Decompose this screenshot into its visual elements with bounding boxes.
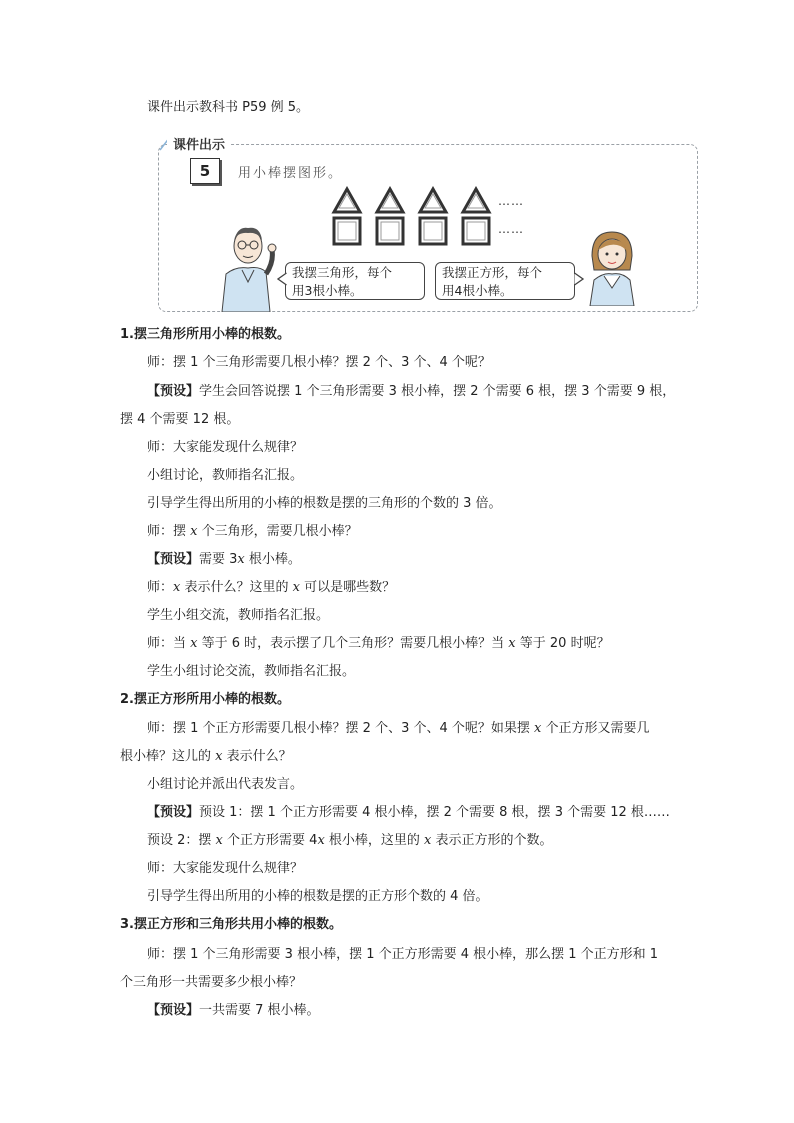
example-number-badge: 5 xyxy=(190,158,220,184)
text-part: 等于 20 时呢？ xyxy=(515,636,610,651)
variable-x: x xyxy=(173,580,181,595)
text-part: 个三角形，需要几根小棒？ xyxy=(197,524,358,539)
section1-heading: 1.摆三角形所用小棒的根数。 xyxy=(120,327,290,342)
text-part: 预设 1：摆 1 个正方形需要 4 根小棒，摆 2 个需要 8 根，摆 3 个需要 12 根…… xyxy=(199,805,670,820)
section1-question4 xyxy=(147,578,717,598)
variable-x: x xyxy=(424,833,432,848)
speech-bubble-student xyxy=(435,262,575,300)
speech-bubble-teacher xyxy=(285,262,425,300)
bubble-teacher-tail xyxy=(277,272,287,286)
variable-x: x xyxy=(237,552,245,567)
intro-line: 课件出示教科书 P59 例 5。 xyxy=(147,100,310,115)
preset-tag: 【预设】 xyxy=(147,805,200,820)
bubble-teacher-line2: 用3根小棒。 xyxy=(292,283,363,298)
variable-x: x xyxy=(508,636,516,651)
section1-step2: 引导学生得出所用的小棒的根数是摆的三角形的个数的 3 倍。 xyxy=(147,496,502,511)
stick-houses-illustration xyxy=(330,186,500,248)
section1-question1: 师：摆 1 个三角形需要几根小棒？摆 2 个、3 个、4 个呢？ xyxy=(147,355,491,370)
text-part: 表示正方形的个数。 xyxy=(431,833,553,848)
text-part: 师：当 xyxy=(147,636,191,651)
section1-step1: 小组讨论，教师指名汇报。 xyxy=(147,468,304,483)
text-part: 师：摆 xyxy=(147,524,191,539)
variable-x: x xyxy=(190,636,198,651)
variable-x: x xyxy=(215,833,223,848)
section3-question1-line1: 师：摆 1 个三角形需要 3 根小棒，摆 1 个正方形需要 4 根小棒，那么摆 1 个正方形和 1 xyxy=(147,947,659,962)
preset-text: 学生会回答说摆 1 个三角形需要 3 根小棒，摆 2 个需要 6 根，摆 3 个需要 9 根， xyxy=(199,384,676,399)
section3-heading: 3.摆正方形和三角形共用小棒的根数。 xyxy=(120,917,342,932)
variable-x: x xyxy=(292,580,300,595)
bubble-student-tail xyxy=(574,272,584,286)
section2-question1-line1 xyxy=(147,719,717,739)
text-part: 根小棒，这里的 xyxy=(324,833,425,848)
text-part: 表示什么？这里的 xyxy=(180,580,293,595)
example-title: 用小棒摆图形。 xyxy=(238,166,344,181)
section1-preset2 xyxy=(147,550,717,570)
text-part: 需要 3 xyxy=(199,552,238,567)
section1-step3: 学生小组交流，教师指名汇报。 xyxy=(147,608,330,623)
text-part: 可以是哪些数？ xyxy=(299,580,396,595)
text-part: 预设 2：摆 xyxy=(147,833,216,848)
variable-x: x xyxy=(317,833,325,848)
bubble-student-line2: 用4根小棒。 xyxy=(442,283,513,298)
section2-question1-line2 xyxy=(120,747,690,767)
text-part: 根小棒。 xyxy=(244,552,301,567)
section1-preset1-line1 xyxy=(147,382,717,402)
section1-step4: 学生小组讨论交流，教师指名汇报。 xyxy=(147,664,356,679)
text-part: 一共需要 7 根小棒。 xyxy=(199,1003,320,1018)
text-part: 个正方形又需要几 xyxy=(541,721,650,736)
section2-step2: 引导学生得出所用的小棒的根数是摆的正方形个数的 4 倍。 xyxy=(147,889,489,904)
dots-bottom: …… xyxy=(498,222,524,236)
bubble-student-line1: 我摆正方形，每个 xyxy=(442,265,543,280)
section2-preset1 xyxy=(147,803,717,823)
text-part: 表示什么？ xyxy=(222,749,292,764)
section1-question5 xyxy=(147,634,717,654)
student-illustration xyxy=(584,226,640,306)
text-part: 等于 6 时，表示摆了几个三角形？需要几根小棒？当 xyxy=(197,636,509,651)
figure-header: 课件出示 xyxy=(167,134,231,153)
section2-step1: 小组讨论并派出代表发言。 xyxy=(147,777,304,792)
variable-x: x xyxy=(534,721,542,736)
preset-tag: 【预设】 xyxy=(147,384,200,399)
preset-tag: 【预设】 xyxy=(147,1003,200,1018)
text-part: 个正方形需要 4 xyxy=(222,833,318,848)
bubble-teacher-line1: 我摆三角形，每个 xyxy=(292,265,393,280)
section3-question1-line2: 个三角形一共需要多少根小棒？ xyxy=(120,975,303,990)
section2-heading: 2.摆正方形所用小棒的根数。 xyxy=(120,692,290,707)
text-part: 师： xyxy=(147,580,174,595)
text-part: 根小棒？这儿的 xyxy=(120,749,216,764)
teacher-illustration xyxy=(214,222,284,312)
section2-question2: 师：大家能发现什么规律？ xyxy=(147,861,304,876)
preset-tag: 【预设】 xyxy=(147,552,200,567)
variable-x: x xyxy=(215,749,223,764)
section2-preset2 xyxy=(147,831,717,851)
section1-question3 xyxy=(147,522,717,542)
section1-preset1-line2: 摆 4 个需要 12 根。 xyxy=(120,412,240,427)
section1-question2: 师：大家能发现什么规律？ xyxy=(147,440,304,455)
section3-preset1 xyxy=(147,1001,717,1021)
dots-top: …… xyxy=(498,194,524,208)
text-part: 师：摆 1 个正方形需要几根小棒？摆 2 个、3 个、4 个呢？如果摆 xyxy=(147,721,535,736)
variable-x: x xyxy=(190,524,198,539)
